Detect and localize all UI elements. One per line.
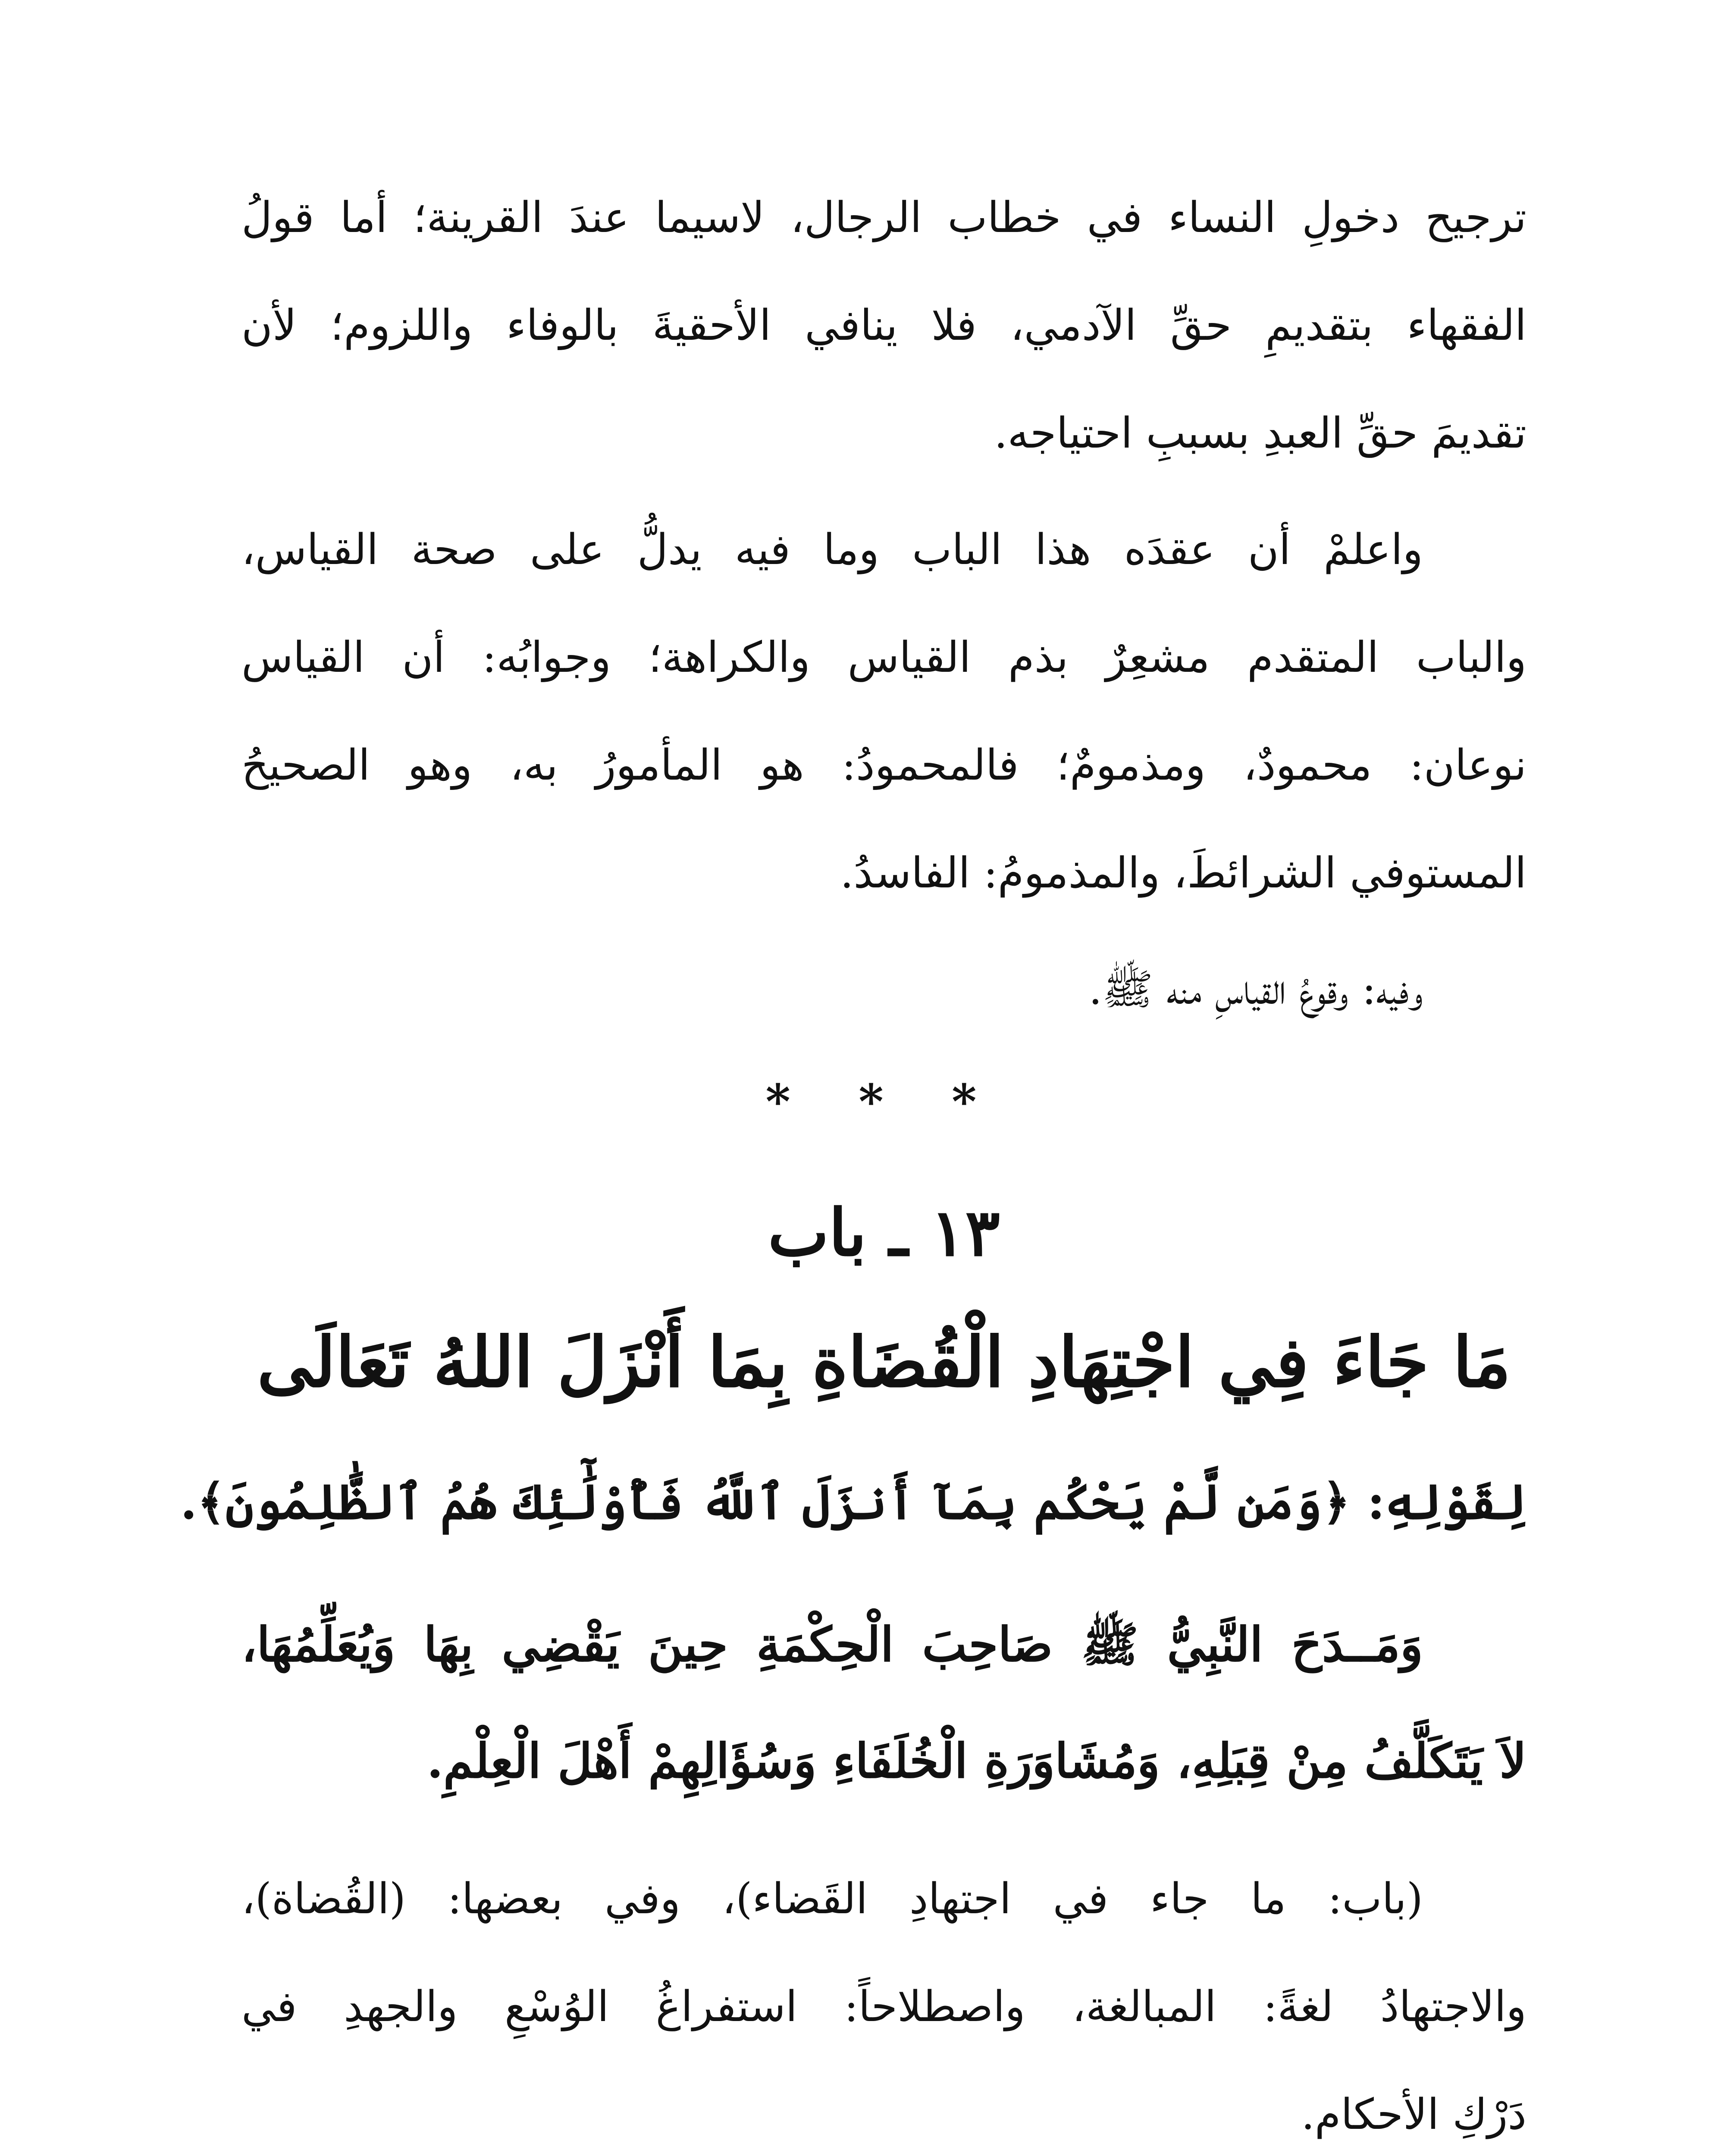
chapter-title: مَا جَاءَ فِي اجْتِهَادِ الْقُضَاةِ بِمَا أَنْزَلَ اللهُ تَعَالَى <box>257 1322 1511 1403</box>
text-line: المستوفي الشرائطَ، والمذمومُ: الفاسدُ. <box>840 849 1527 898</box>
text-line: تقديمَ حقِّ العبدِ بسببِ احتياجه. <box>994 409 1527 458</box>
text-line: (باب: ما جاء في اجتهادِ القَضاء)، وفي بعضها: (القُضاة)، <box>241 1874 1423 1924</box>
paragraph-1 <box>241 164 1527 487</box>
text-line: دَرْكِ الأحكام. <box>1301 2090 1527 2139</box>
page-body <box>180 164 1527 2156</box>
text-line: وَمَــدَحَ النَّبِيُّ ﷺ صَاحِبَ الْحِكْمَةِ حِينَ يَقْضِي بِهَا وَيُعَلِّمُهَا، <box>241 1617 1423 1672</box>
chapter-number: ١٣ ـ باب <box>768 1195 1000 1271</box>
text-line: الفقهاء بتقديمِ حقِّ الآدمي، فلا ينافي الأحقيةَ بالوفاء واللزوم؛ لأن <box>241 301 1527 350</box>
text-line: لاَ يَتَكَلَّفُ مِنْ قِبَلِهِ، وَمُشَاوَرَةِ الْخُلَفَاءِ وَسُؤَالِهِمْ أَهْلَ الْعِلْمِ. <box>426 1733 1527 1789</box>
paragraph-gap <box>241 1819 1527 1845</box>
text-line: والباب المتقدم مشعِرٌ بذم القياس والكراهة؛ وجوابُه: أن القياس <box>241 633 1527 682</box>
text-line: والاجتهادُ لغةً: المبالغة، واصطلاحاً: استفراغُ الوُسْعِ والجهدِ في <box>241 1982 1527 2031</box>
hadith-text <box>241 1586 1527 1819</box>
text-line: واعلمْ أن عقدَه هذا الباب وما فيه يدلُّ على صحة القياس، <box>241 525 1423 574</box>
text-line: وفيه: وقوعُ القياسِ منه ﷺ. <box>1088 965 1423 1014</box>
paragraph-2 <box>241 496 1527 927</box>
quran-verse: لِقَوْلِهِ: ﴿وَمَن لَّمْ يَحْكُم بِمَآ أَنزَلَ ٱللَّهُ فَأُوْلَٰٓئِكَ هُمُ ٱلظَّٰلِمُونَ﴾. <box>180 1474 1527 1530</box>
paragraph-4 <box>241 1845 1527 2156</box>
section-separator: * * * <box>765 1074 1003 1129</box>
paragraph-gap <box>241 927 1527 936</box>
text-line: نوعان: محمودٌ، ومذمومٌ؛ فالمحمودُ: هو المأمورُ به، وهو الصحيحُ <box>241 741 1527 790</box>
paragraph-3 <box>241 936 1527 1044</box>
text-line: ترجيح دخولِ النساء في خطاب الرجال، لاسيما عندَ القرينة؛ أما قولُ <box>241 193 1527 242</box>
paragraph-gap <box>241 487 1527 496</box>
